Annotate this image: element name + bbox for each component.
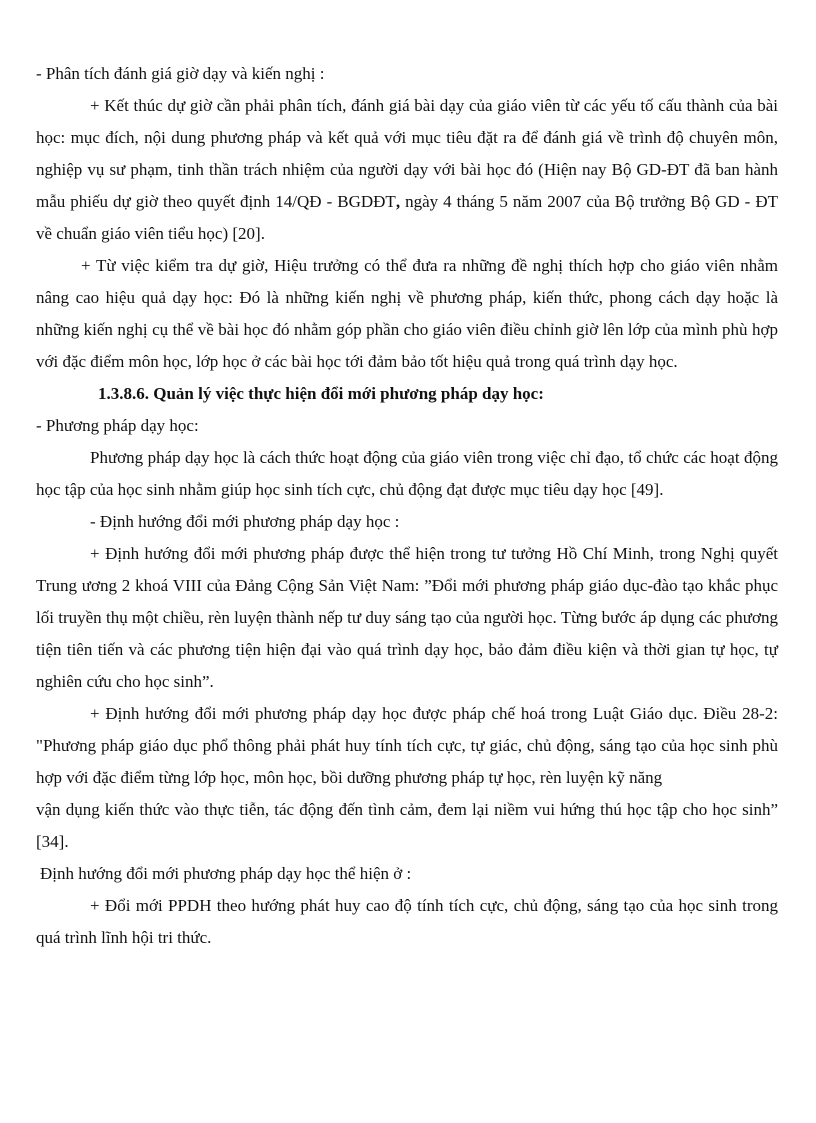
paragraph-education-law: + Định hướng đổi mới phương pháp dạy học được pháp chế hoá trong Luật Giáo dục. Điều 28-2: "Phương pháp giáo dục phổ thông phải phát huy tính tích cực, tự giác, chủ động, sáng tạo của học sinh phù hợp với đặc điểm từng lớp học, môn học, bồi dưỡng phương pháp tự học, rèn luyện kỹ năng [36,704,778,787]
paragraph-lesson-evaluation-end: ngày 4 tháng 5 năm 2007 của Bộ trưởng Bộ GD - ĐT về chuẩn giáo viên tiểu học) [20]. [36,192,778,243]
paragraph-recommendations: + Từ việc kiểm tra dự giờ, Hiệu trưởng có thể đưa ra những đề nghị thích hợp cho giáo viên nhằm nâng cao hiệu quả dạy học: Đó là những kiến nghị về phương pháp, kiến thức, phong cách dạy hoặc là những kiến nghị cụ thể về bài học đó nhằm góp phần cho giáo viên điều chỉnh giờ lên lớp của mình phù hợp với đặc điểm môn học, lớp học ở các bài học tới đảm bảo tốt hiệu quả trong quá trình dạy học. [36,256,778,371]
paragraph-orientation-shown: Định hướng đổi mới phương pháp dạy học thể hiện ở : [40,864,412,883]
paragraph-lesson-evaluation-comma: , [395,192,401,211]
paragraph-analysis-intro: - Phân tích đánh giá giờ dạy và kiến nghị : [36,64,325,83]
paragraph-teaching-method-label: - Phương pháp dạy học: [36,416,199,435]
paragraph-ho-chi-minh-orientation: + Định hướng đổi mới phương pháp được thể hiện trong tư tưởng Hồ Chí Minh, trong Nghị quyết Trung ương 2 khoá VIII của Đảng Cộng Sản Việt Nam: ”Đổi mới phương pháp giáo dục-đào tạo khắc phục lối truyền thụ một chiều, rèn luyện thành nếp tư duy sáng tạo của người học. Từng bước áp dụng các phương tiện tiên tiến và các phương tiện hiện đại vào quá trình dạy học, bảo đảm điều kiện và thời gian tự học, tự nghiên cứu cho học sinh”. [36,544,778,691]
paragraph-education-law-continued: vận dụng kiến thức vào thực tiễn, tác động đến tình cảm, đem lại niềm vui hứng thú học tập cho học sinh” [34]. [36,800,778,851]
paragraph-lesson-evaluation [36,90,778,250]
paragraph-ppdh-innovation: + Đổi mới PPDH theo hướng phát huy cao độ tính tích cực, chủ động, sáng tạo của học sinh trong quá trình lĩnh hội tri thức. [36,896,778,947]
document-page [36,58,778,954]
paragraph-lesson-evaluation-text: + Kết thúc dự giờ cần phải phân tích, đánh giá bài dạy của giáo viên từ các yếu tố cấu thành của bài học: mục đích, nội dung phương pháp và kết quả với mục tiêu đặt ra để đánh giá về trình độ chuyên môn, nghiệp vụ sư phạm, tinh thần trách nhiệm của người dạy với bài học đó (Hiện nay Bộ GD-ĐT đã ban hành mẫu phiếu dự giờ theo quyết định 14/QĐ - BGDĐT [36,96,778,211]
paragraph-teaching-method-definition: Phương pháp dạy học là cách thức hoạt động của giáo viên trong việc chỉ đạo, tổ chức các hoạt động học tập của học sinh nhằm giúp học sinh tích cực, chủ động đạt được mục tiêu dạy học [49]. [36,448,778,499]
paragraph-innovation-orientation-label: - Định hướng đổi mới phương pháp dạy học : [90,512,400,531]
section-heading: 1.3.8.6. Quản lý việc thực hiện đổi mới phương pháp dạy học: [98,384,544,403]
